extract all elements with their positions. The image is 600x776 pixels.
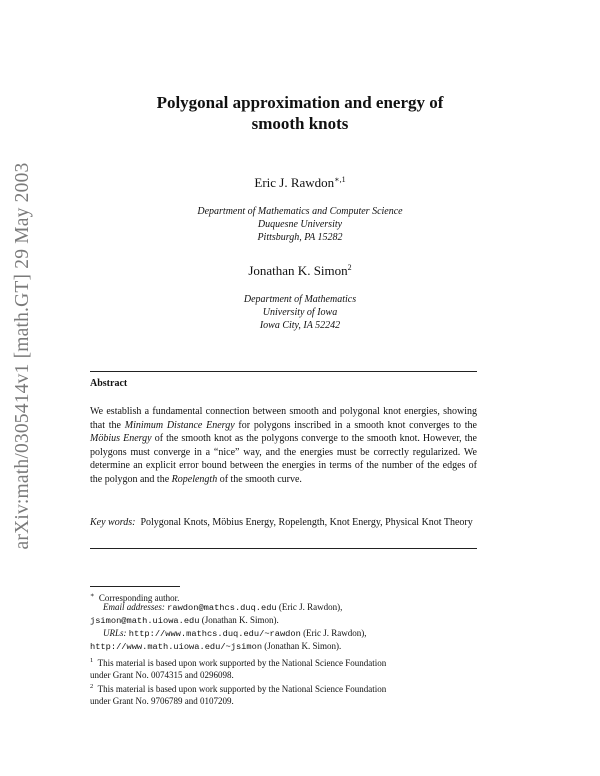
- email-label: Email addresses:: [103, 602, 165, 612]
- footnote-urls: [90, 628, 490, 653]
- abstract-heading: Abstract: [90, 378, 128, 389]
- keywords: [90, 516, 477, 530]
- affiliation-line: Iowa City, IA 52242: [259, 320, 341, 331]
- abstract-text: of the smooth curve.: [217, 473, 302, 485]
- abstract-bottom-rule: [90, 548, 477, 549]
- footnote-1-text-cont: under Grant No. 0074315 and 0296098.: [90, 669, 234, 680]
- url-label: URLs:: [103, 628, 127, 638]
- arxiv-identifier: arXiv:math/0305414v1 [math.GT] 29 May 2003: [12, 162, 33, 550]
- author-1-marks: ∗,1: [334, 175, 346, 184]
- title-line-1: Polygonal approximation and energy of: [156, 93, 444, 112]
- url-owner: (Eric J. Rawdon),: [303, 628, 367, 638]
- url-owner: (Jonathan K. Simon).: [264, 640, 342, 651]
- footnote-2: [90, 681, 490, 707]
- email-link[interactable]: rawdon@mathcs.duq.edu: [167, 603, 277, 613]
- corresponding-mark: ∗: [90, 592, 95, 599]
- footnote-rule: [90, 586, 180, 587]
- email-link[interactable]: jsimon@math.uiowa.edu: [90, 615, 200, 626]
- abstract-text: for polygons inscribed in a smooth knot converges to the: [234, 419, 477, 431]
- affiliation-line: Pittsburgh, PA 15282: [257, 232, 343, 243]
- author-2-affiliation: [0, 293, 600, 332]
- paper-title: [0, 92, 600, 134]
- abstract-top-rule: [90, 371, 477, 372]
- author-2: [0, 263, 600, 279]
- footnote-2-mark: 2: [90, 683, 94, 690]
- title-line-2: smooth knots: [251, 114, 349, 133]
- affiliation-line: Department of Mathematics and Computer Science: [197, 206, 403, 217]
- url-link[interactable]: http://www.mathcs.duq.edu/~rawdon: [128, 629, 301, 639]
- footnote-1: [90, 655, 490, 681]
- keywords-label: Key words:: [90, 517, 136, 528]
- footnote-1-text: This material is based upon work supported by the National Science Foundation: [97, 658, 387, 668]
- footnote-2-text-cont: under Grant No. 9706789 and 0107209.: [90, 695, 234, 706]
- abstract-emphasis: Ropelength: [171, 473, 218, 485]
- email-owner: (Jonathan K. Simon).: [201, 614, 279, 625]
- abstract-emphasis: Minimum Distance Energy: [124, 419, 235, 431]
- affiliation-line: Duquesne University: [257, 219, 343, 230]
- author-2-marks: 2: [347, 263, 352, 272]
- author-1-name: Eric J. Rawdon: [254, 175, 335, 190]
- affiliation-line: University of Iowa: [262, 307, 338, 318]
- footnote-2-text: This material is based upon work supported by the National Science Foundation: [97, 684, 387, 694]
- corresponding-text: Corresponding author.: [98, 593, 180, 603]
- email-owner: (Eric J. Rawdon),: [278, 602, 343, 612]
- abstract-text: We establish a fundamental connection between smooth and polygonal knot energies, showing that the: [90, 406, 477, 431]
- footnote-emails: [90, 602, 490, 627]
- keywords-text: Polygonal Knots, Möbius Energy, Ropelength, Knot Energy, Physical Knot Theory: [140, 517, 473, 528]
- author-1-affiliation: [0, 205, 600, 244]
- abstract-emphasis: Möbius Energy: [90, 433, 152, 444]
- url-link[interactable]: http://www.math.uiowa.edu/~jsimon: [90, 641, 263, 652]
- footnote-1-mark: 1: [90, 657, 94, 664]
- abstract-body: [90, 405, 477, 486]
- affiliation-line: Department of Mathematics: [243, 294, 357, 305]
- author-2-name: Jonathan K. Simon: [248, 263, 348, 278]
- author-1: [0, 175, 600, 191]
- abstract-text: of the smooth knot as the polygons converge to the smooth knot. However, the polygons must converge in a “nice” way, and the energies must be correctly regularized. We determine an explicit error bound between the energies in terms of the number of the edges of the polygon and the: [90, 433, 477, 485]
